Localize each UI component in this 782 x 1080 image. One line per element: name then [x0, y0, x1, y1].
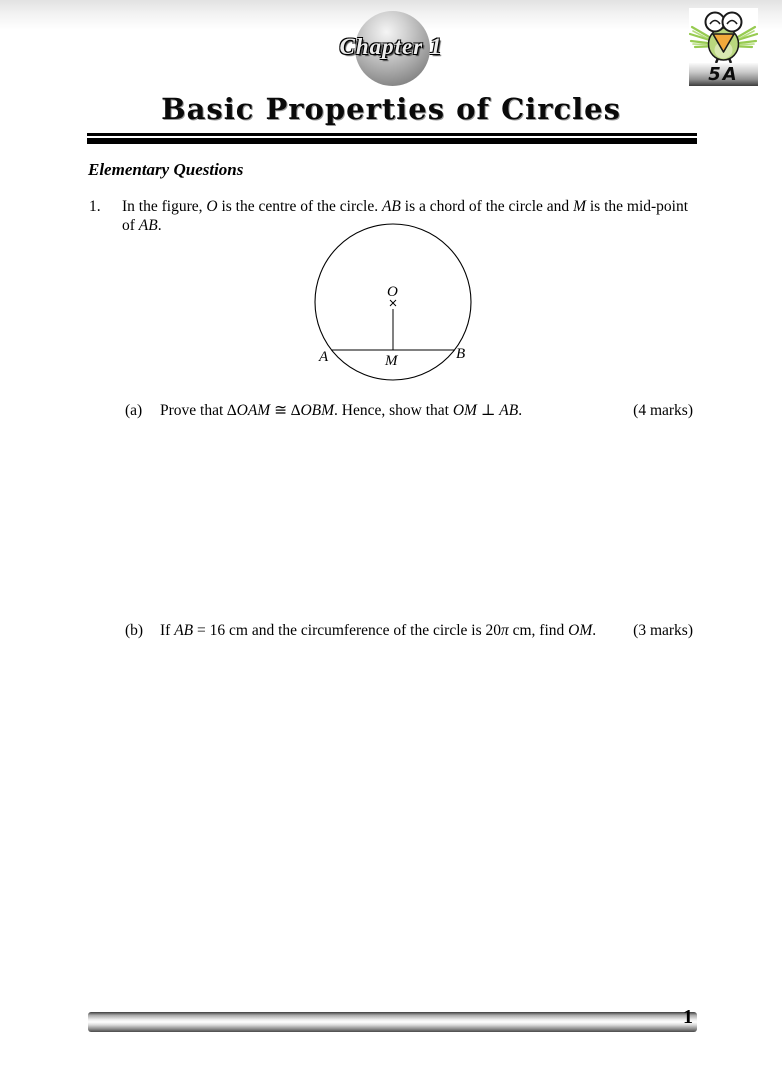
- center-cross-mark: [390, 300, 396, 306]
- label-B: B: [456, 346, 466, 362]
- label-A: A: [319, 349, 329, 365]
- part-b-marks: (3 marks): [633, 622, 693, 639]
- page-number: 1: [683, 1006, 693, 1028]
- circle-diagram: [307, 219, 479, 385]
- chapter-badge: [296, 10, 486, 88]
- section-heading: Elementary Questions: [88, 160, 244, 179]
- question-number: 1.: [89, 198, 101, 215]
- footer-bar: [88, 1006, 697, 1032]
- question-part-b: [125, 621, 693, 640]
- bird-mascot-icon: [689, 8, 758, 64]
- question-part-a: [125, 401, 693, 420]
- label-O: O: [387, 284, 398, 300]
- label-M: M: [385, 353, 398, 369]
- part-b-label: (b): [125, 622, 144, 639]
- question-stem: In the figure, O is the centre of the circle. AB is a chord of the circle and M is the mid-point of AB.: [122, 198, 689, 235]
- part-a-marks: (4 marks): [633, 402, 693, 419]
- part-a-label: (a): [125, 402, 143, 419]
- part-b-text: If AB = 16 cm and the circumference of the circle is 20π cm, find OM.: [160, 622, 597, 639]
- logo-class-badge: [689, 63, 758, 86]
- chapter-badge-label: Chapter 1: [339, 34, 443, 59]
- divider-thick-rule: [87, 138, 697, 144]
- school-logo: [689, 8, 758, 86]
- part-a-text: Prove that ∆OAM ≅ ∆OBM. Hence, show that OM ⊥ AB.: [160, 402, 523, 419]
- logo-class-label: 5A: [708, 64, 739, 85]
- page-title: Basic Properties of Circles: [161, 92, 621, 126]
- title-divider: [87, 133, 697, 144]
